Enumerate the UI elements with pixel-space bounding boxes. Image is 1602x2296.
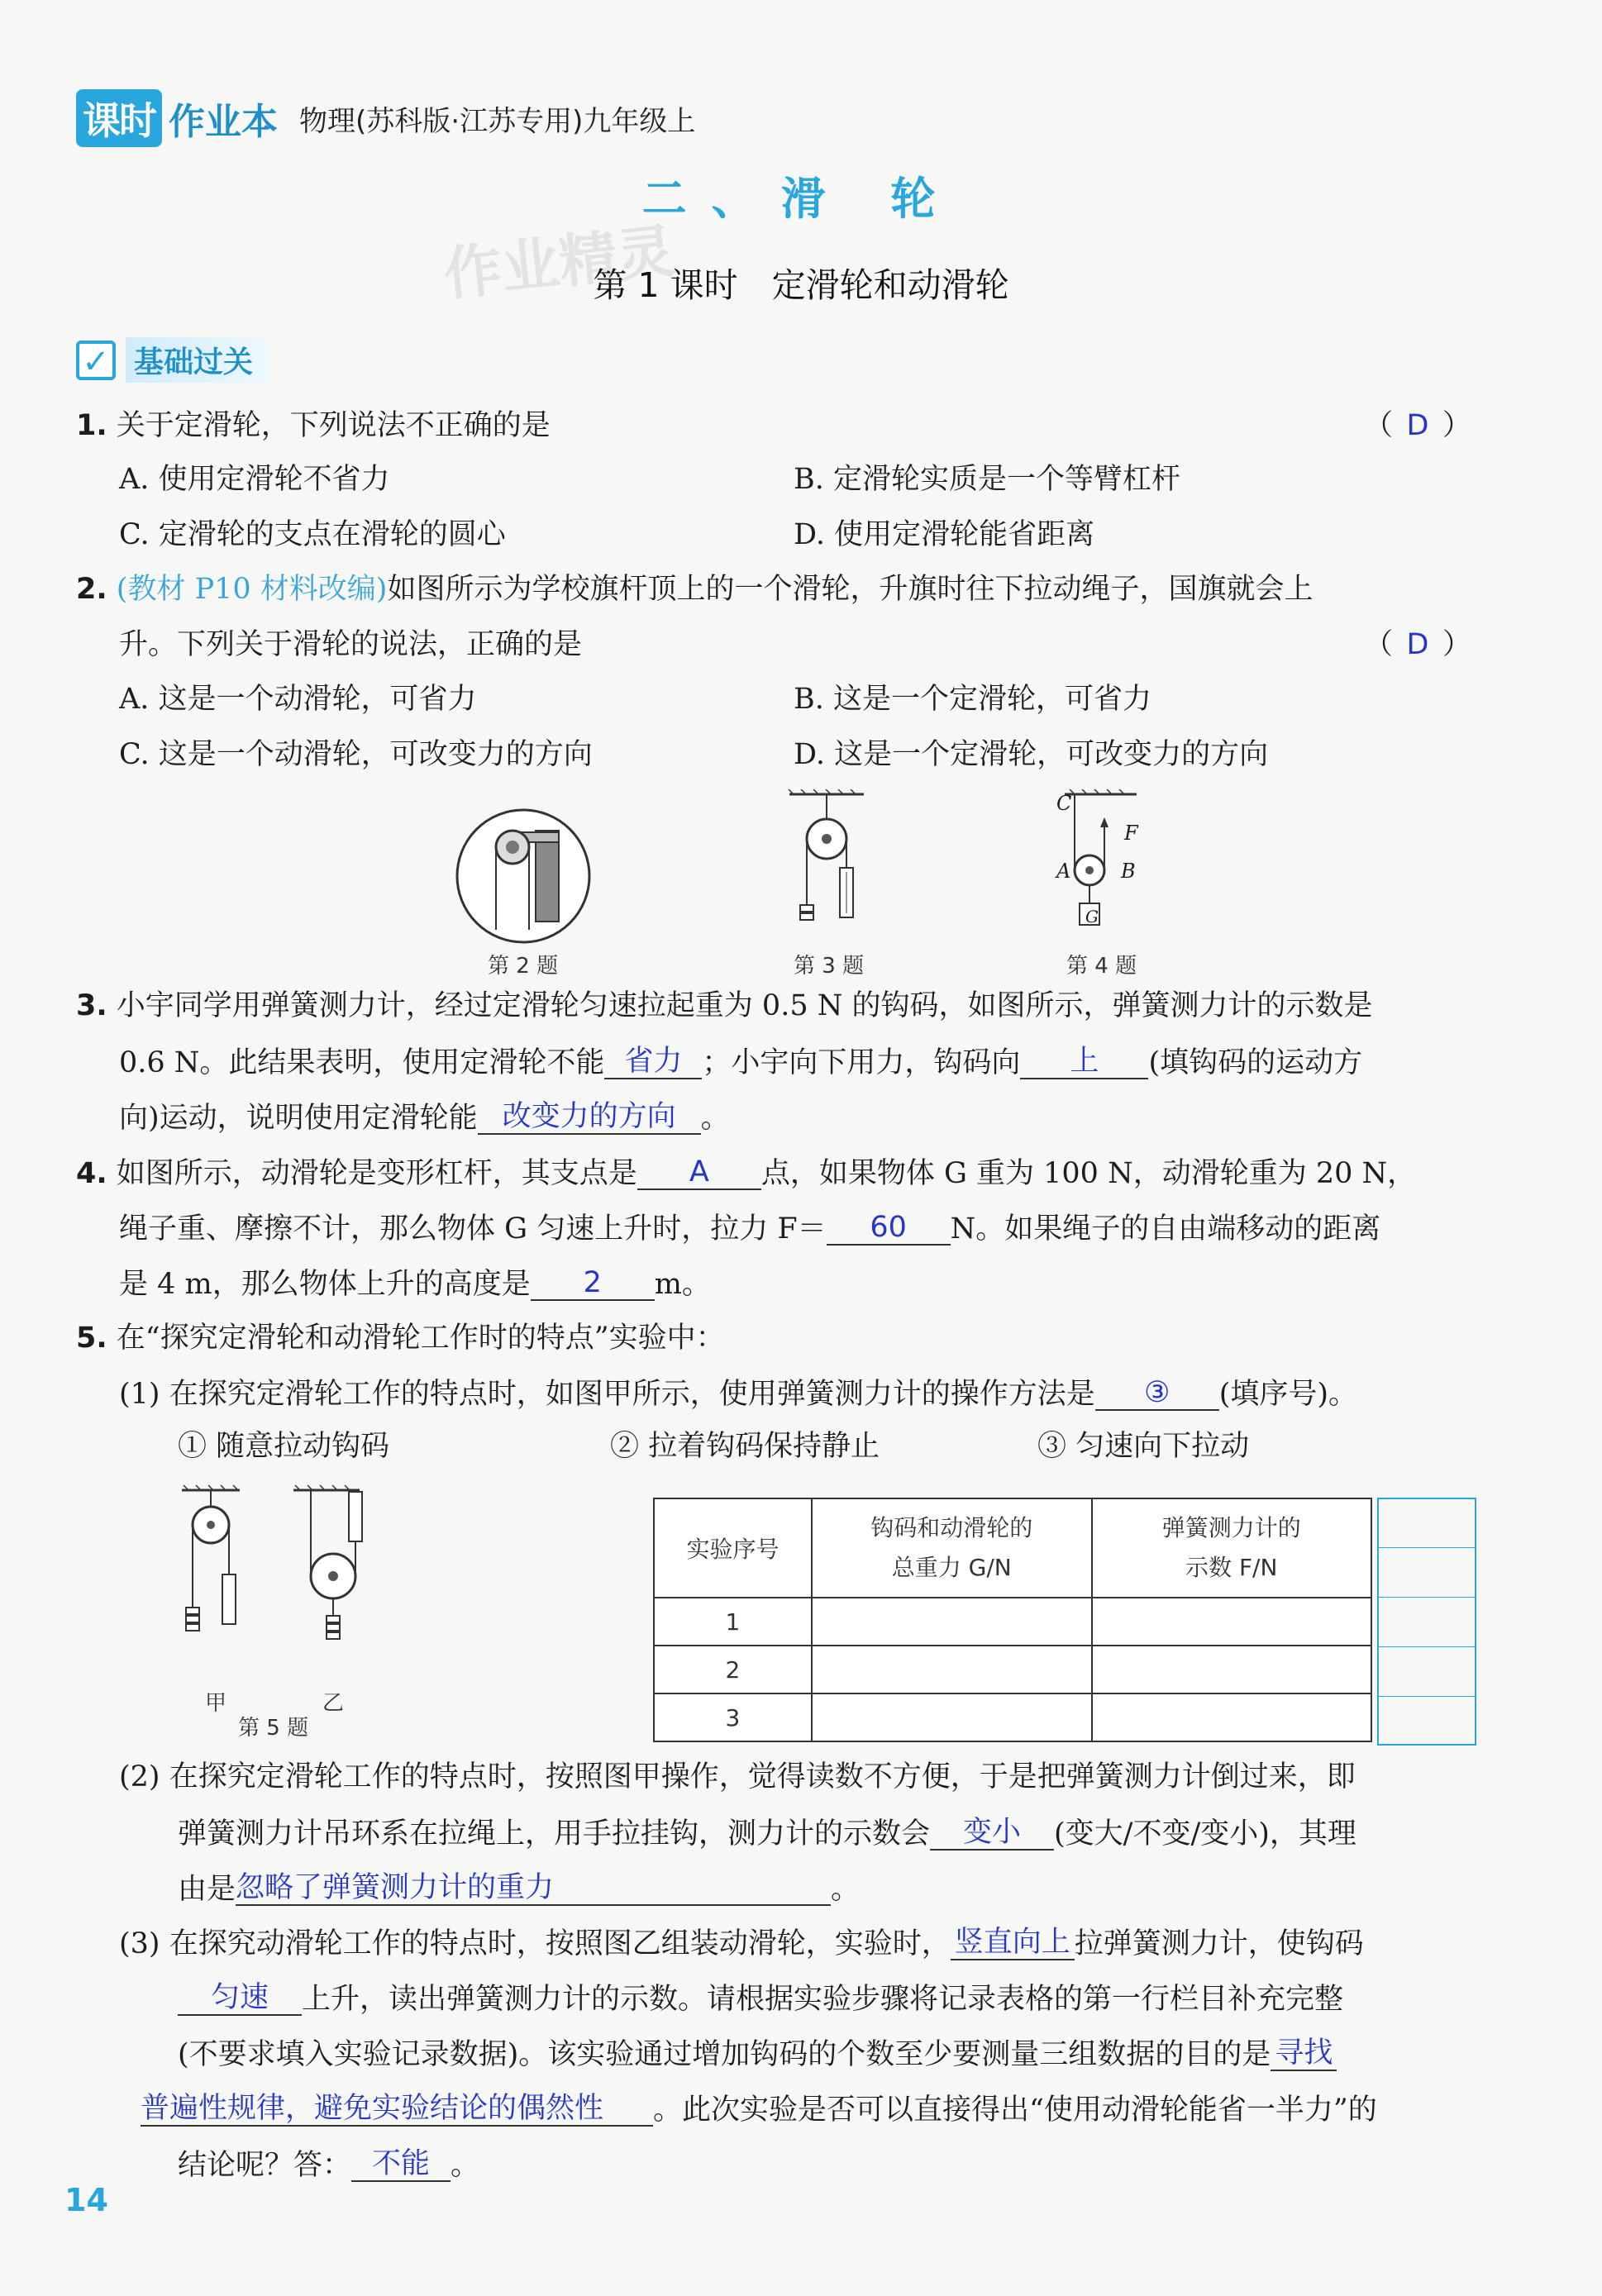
table-row: 1 [654, 1598, 1371, 1646]
figure-5-pulley-setups [174, 1484, 389, 1674]
q5-part3-line4: 普遍性规律，避免实验结论的偶然性 。此次实验是否可以直接得出“使用动滑轮能省一半力”的 [141, 2092, 1377, 2127]
table-header-weight: 钩码和动滑轮的 总重力 G/N [812, 1498, 1092, 1598]
fig4-label-a: A [1056, 860, 1071, 883]
q5-part1: (1) 在探究定滑轮工作的特点时，如图甲所示，使用弹簧测力计的操作方法是 ③ (填序号)。 [119, 1376, 1358, 1411]
figure-5-label-yi: 乙 [322, 1691, 345, 1716]
q4-answer-3: 2 [531, 1266, 655, 1301]
q5-answer-2: 变小 [930, 1816, 1054, 1851]
q2-answer: （ D ） [1364, 628, 1472, 661]
q5-answer-5: 匀速 [178, 1981, 302, 2016]
q3-answer-3: 改变力的方向 [478, 1100, 701, 1135]
q4-line2: 绳子重、摩擦不计，那么物体 G 匀速上升时，拉力 F＝ 60 N。如果绳子的自由端移动的距离 [119, 1211, 1381, 1246]
record-table [653, 1498, 1372, 1742]
table-header-index: 实验序号 [654, 1498, 812, 1598]
figure-3-caption: 第 3 题 [794, 954, 865, 979]
figure-4-caption: 第 4 题 [1066, 954, 1137, 979]
book-title: 作业本 [169, 101, 278, 143]
q1-stem: 1. 关于定滑轮，下列说法不正确的是 [76, 409, 551, 442]
added-column-rule [1377, 1696, 1476, 1697]
q3-line3: 向)运动，说明使用定滑轮能 改变力的方向 。 [119, 1100, 730, 1135]
figure-5-label-jia: 甲 [205, 1691, 227, 1716]
q5-part2-line2: 弹簧测力计吊环系在拉绳上，用手拉挂钩，测力计的示数会 变小 (变大/不变/变小)，其理 [178, 1816, 1356, 1851]
q2-stem-line1: 2. (教材 P10 材料改编)如图所示为学校旗杆顶上的一个滑轮，升旗时往下拉动绳子，国旗就会上 [76, 573, 1314, 606]
section-label: 基础过关 [126, 337, 269, 383]
page-number: 14 [64, 2182, 108, 2218]
q5-opt2: ② 拉着钩码保持静止 [610, 1430, 880, 1463]
table-row: 3 [654, 1693, 1371, 1741]
figure-5-caption: 第 5 题 [238, 1716, 309, 1741]
q1-option-a: A. 使用定滑轮不省力 [119, 463, 390, 496]
chapter-title: 二、滑 轮 [641, 173, 961, 225]
figure-2-caption: 第 2 题 [488, 954, 559, 979]
q1-answer: （ D ） [1364, 409, 1472, 442]
section-header [76, 337, 269, 383]
subject-label: 物理(苏科版·江苏专用)九年级上 [299, 104, 696, 138]
q4-answer-1: A [637, 1155, 761, 1190]
logo: 课时 [76, 89, 162, 147]
figure-3-fixed-pulley [785, 789, 876, 942]
q5-answer-1: ③ [1095, 1376, 1219, 1411]
watermark: 作业精灵 [441, 217, 679, 309]
fig4-label-b: B [1121, 860, 1136, 883]
q5-part2-line1: (2) 在探究定滑轮工作的特点时，按照图甲操作，觉得读数不方便，于是把弹簧测力计倒过来，即 [119, 1760, 1356, 1793]
q2-stem-line2: 升。下列关于滑轮的说法，正确的是 [119, 628, 583, 661]
q5-part3-line5: 结论呢？答： 不能 。 [178, 2147, 480, 2182]
q2-source: (教材 P10 材料改编) [116, 573, 388, 606]
lesson-title: 第 1 课时 定滑轮和动滑轮 [593, 265, 1009, 305]
q5-answer-6b: 普遍性规律，避免实验结论的偶然性 [141, 2092, 653, 2127]
q1-option-c: C. 定滑轮的支点在滑轮的圆心 [119, 518, 506, 551]
q4-line1: 4. 如图所示，动滑轮是变形杠杆，其支点是 A 点，如果物体 G 重为 100 N，动滑轮重为 20 N， [76, 1155, 1417, 1190]
q5-opt3: ③ 匀速向下拉动 [1037, 1430, 1250, 1463]
checkbox-icon: ✓ [76, 341, 116, 380]
q2-option-a: A. 这是一个动滑轮，可省力 [119, 683, 477, 716]
q4-line3: 是 4 m，那么物体上升的高度是 2 m。 [119, 1266, 711, 1301]
added-column-rule [1377, 1597, 1476, 1598]
q3-line2: 0.6 N。此结果表明，使用定滑轮不能 省力 ；小宇向下用力，钩码向 上 (填钩码的运动方 [119, 1045, 1363, 1079]
q1-option-d: D. 使用定滑轮能省距离 [794, 518, 1095, 551]
q5-opt1: ① 随意拉动钩码 [178, 1430, 390, 1463]
table-header-reading: 弹簧测力计的 示数 F/N [1092, 1498, 1372, 1598]
q3-line1: 3. 小宇同学用弹簧测力计，经过定滑轮匀速拉起重为 0.5 N 的钩码，如图所示，弹簧测力计的示数是 [76, 989, 1373, 1022]
figure-2-flagpole-pulley [453, 806, 594, 946]
header [76, 89, 695, 147]
q5-part3-line3: (不要求填入实验记录数据)。该实验通过增加钩码的个数至少要测量三组数据的目的是 寻找 [178, 2036, 1337, 2071]
q5-part3-line1: (3) 在探究动滑轮工作的特点时，按照图乙组装动滑轮，实验时， 竖直向上 拉弹簧测力计，使钩码 [119, 1926, 1364, 1960]
fig4-label-c: C [1056, 792, 1072, 815]
q5-answer-7: 不能 [351, 2147, 451, 2182]
q1-option-b: B. 定滑轮实质是一个等臂杠杆 [794, 463, 1180, 496]
added-column-rule [1377, 1547, 1476, 1548]
fig4-label-f: F [1124, 822, 1138, 845]
added-column-box [1377, 1498, 1476, 1746]
q2-option-b: B. 这是一个定滑轮，可省力 [794, 683, 1151, 716]
table-row: 2 [654, 1646, 1371, 1693]
q2-option-c: C. 这是一个动滑轮，可改变力的方向 [119, 738, 593, 771]
fig4-label-g: G [1085, 907, 1099, 926]
q3-answer-1: 省力 [604, 1045, 702, 1079]
q5-part2-line3: 由是忽略了弹簧测力计的重力 。 [178, 1871, 861, 1906]
q5-answer-4: 竖直向上 [951, 1926, 1075, 1960]
q5-answer-3: 忽略了弹簧测力计的重力 [236, 1871, 831, 1906]
q4-answer-2: 60 [827, 1211, 951, 1246]
q3-answer-2: 上 [1020, 1045, 1148, 1079]
q2-option-d: D. 这是一个定滑轮，可改变力的方向 [794, 738, 1269, 771]
added-column-rule [1377, 1646, 1476, 1647]
q5-part3-line2: 匀速 上升，读出弹簧测力计的示数。请根据实验步骤将记录表格的第一行栏目补充完整 [178, 1981, 1343, 2016]
q5-answer-6a: 寻找 [1271, 2036, 1337, 2071]
q5-stem: 5. 在“探究定滑轮和动滑轮工作时的特点”实验中： [76, 1322, 725, 1355]
